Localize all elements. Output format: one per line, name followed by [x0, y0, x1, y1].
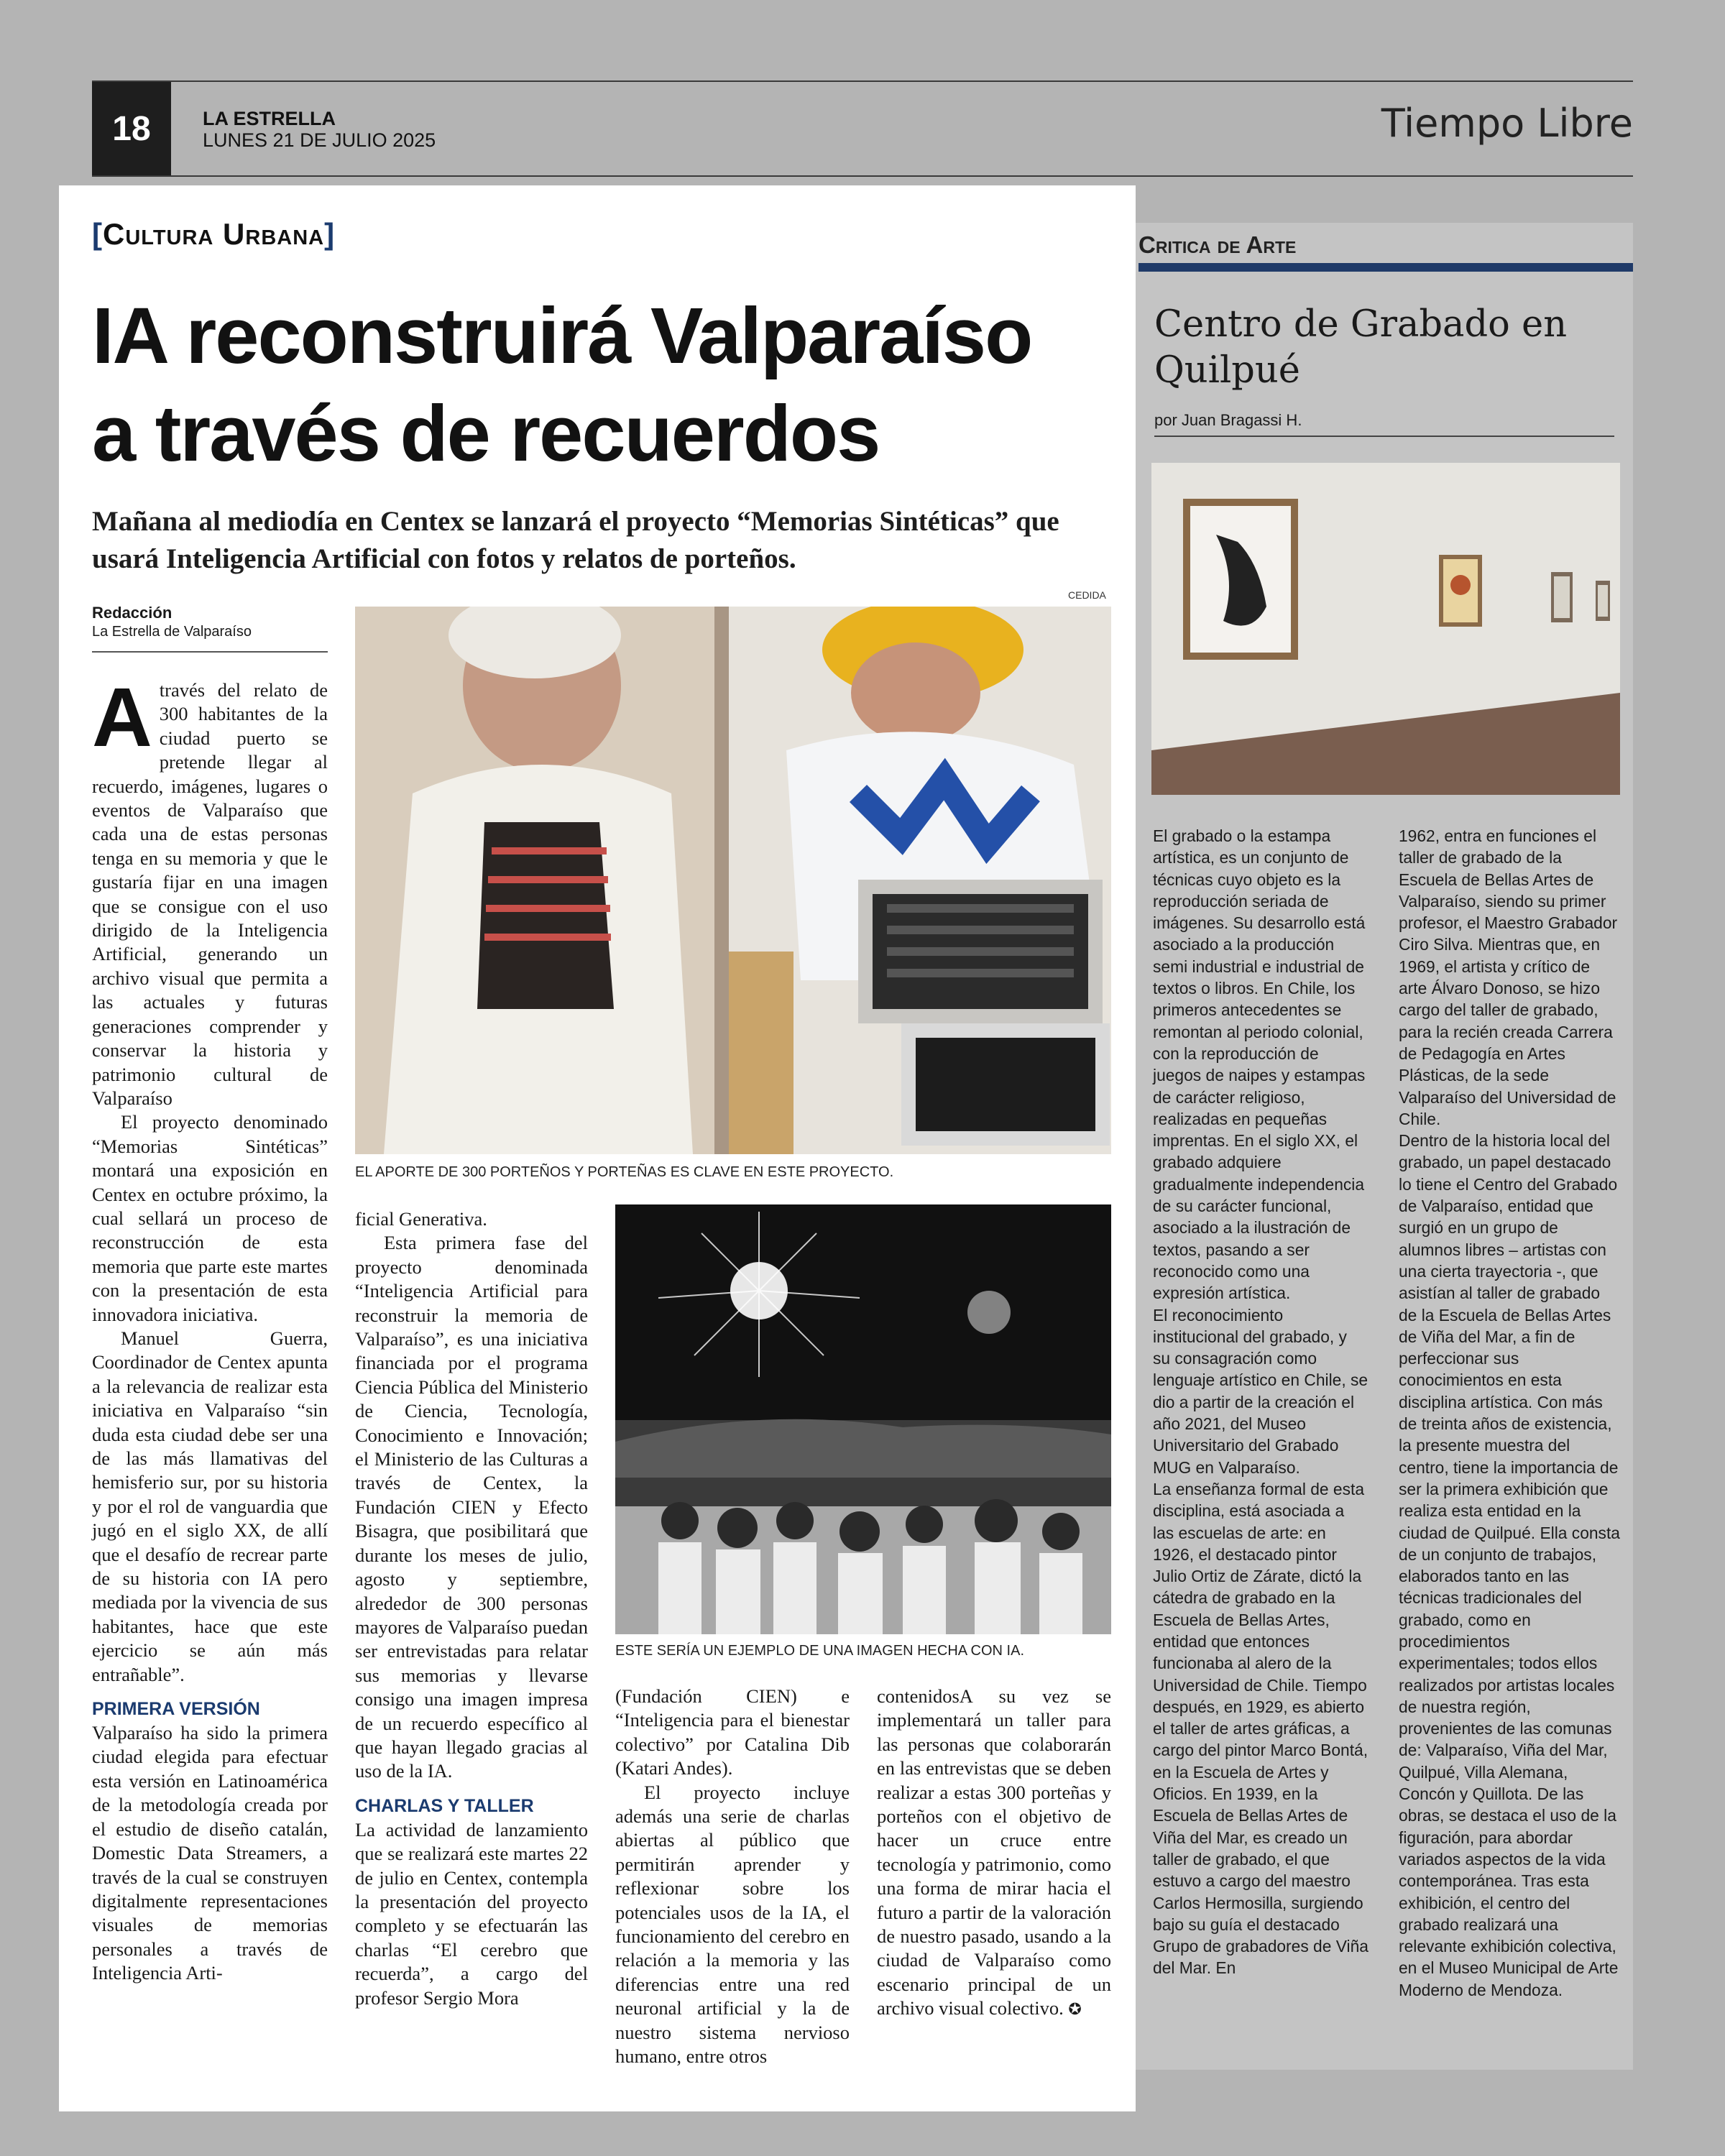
photo-illustration-3	[1151, 463, 1620, 795]
paragraph: El reconocimiento institucional del grabado, y su consagración como lenguaje artístico en Chile, se dio a partir de la creación el año 2021, del Museo Universitario del Grabado MUG en Valparaíso.	[1153, 1305, 1368, 1477]
photo-caption-1: EL APORTE DE 300 PORTEÑOS Y PORTEÑAS ES CLAVE EN ESTE PROYECTO.	[355, 1164, 894, 1180]
paragraph: La enseñanza formal de esta disciplina, está asociada a las escuelas de arte: en 1926, el destacado pintor Julio Ortiz de Zárate, dictó la cátedra de grabado en la Escuela de Bellas Artes, entidad que entonces funcionaba al alero de la Universidad de Chile. Tiempo después, en 1929, es abierto el taller de artes gráficas, a cargo del pintor Marco Bontá, en la Escuela de Artes y Oficios. En 1939, en la Escuela de Bellas Artes de Viña del Mar, es creado un taller de grabado, el que estuvo a cargo del maestro Carlos Hermosilla, surgiendo bajo su guía el destacado Grupo de grabadores de Viña del Mar. En	[1153, 1479, 1368, 1978]
photo-fireworks-ai-image	[615, 1204, 1111, 1634]
review-column-2	[1399, 825, 1620, 2001]
headline-line-2: a través de recuerdos	[92, 390, 880, 478]
page-number: 18	[92, 82, 171, 175]
header-top-rule	[92, 80, 1633, 82]
review-byline-rule	[1154, 436, 1614, 437]
paragraph: 1962, entra en funciones el taller de grabado de la Escuela de Bellas Artes de Valparaíso, siendo su primer profesor, el Maestro Grabador Ciro Silva. Mientras que, en 1969, el artista y crítico de arte Álvaro Donoso, se hizo cargo del taller de grabado, para la recién creada Carrera de Pedagogía en Artes Plásticas, de la sede Valparaíso del Universidad de Chile.	[1399, 826, 1618, 1128]
article-deck: Mañana al mediodía en Centex se lanzará el proyecto “Memorias Sintéticas” que usará Inteligencia Artificial con fotos y relatos de porteños.	[92, 506, 1059, 574]
review-section-rule	[1138, 263, 1633, 272]
subhead-primera-version: PRIMERA VERSIÓN	[92, 1699, 260, 1720]
headline-line-1: IA reconstruirá Valparaíso	[92, 292, 1032, 380]
paragraph: Valparaíso ha sido la primera ciudad elegida para efectuar esta versión en Latinoamérica de la metodología creada por el estudio de diseño catalán, Domestic Data Streamers, a través de la cual se construyen digitalmente representaciones visuales de memorias personales a través de Inteligencia Arti-	[92, 1722, 328, 1984]
paragraph: contenidosA su vez se implementará un taller para las personas que colaborarán en las entrevistas que se deben realizar a estas 300 porteñas y porteños con el objetivo de hacer un cruce entre tecnología y patrimonio, como una forma de mirar hacia el futuro a partir de la valoración de nuestro pasado, usando a la ciudad de Valparaíso como escenario principal de un archivo visual colectivo. ✪	[877, 1685, 1111, 2019]
review-section-label: Critica de Arte	[1138, 231, 1297, 258]
review-title: Centro de Grabado en Quilpué	[1154, 303, 1568, 392]
article-column-4	[877, 1685, 1111, 2022]
paper-name: LA ESTRELLA	[203, 108, 336, 129]
article-column-2	[355, 1207, 588, 2010]
article-column-3	[615, 1685, 850, 2069]
paragraph: (Fundación CIEN) e “Inteligencia para el bienestar colectivo” por Catalina Dib (Katari Andes).	[615, 1685, 850, 1779]
photo-caption-2: ESTE SERÍA UN EJEMPLO DE UNA IMAGEN HECHA CON IA.	[615, 1643, 1025, 1659]
byline-name: Redacción	[92, 604, 172, 622]
article-kicker: [Cultura Urbana]	[92, 217, 336, 251]
issue-date: LUNES 21 DE JULIO 2025	[203, 129, 436, 151]
paragraph: Através del relato de 300 habitantes de la ciudad puerto se pretende llegar al recuerdo, imágenes, lugares o eventos de Valparaíso que cada una de estas personas tenga en su memoria y que le gustaría fijar en una imagen que se consigue con el uso dirigido de la Inteligencia Artificial, generando un archivo visual que permita a las actuales y futuras generaciones comprender y conservar la historia y patrimonio cultural de Valparaíso	[92, 671, 328, 1109]
paragraph: ficial Generativa.	[355, 1208, 487, 1230]
paragraph: El grabado o la estampa artística, es un conjunto de técnicas cuyo objeto es la reproducción seriada de imágenes. Su desarrollo está asociado a la producción semi industrial e industrial de textos o libros. En Chile, los primeros antecedentes se remontan al periodo colonial, con la reproducción de juegos de naipes y estampas de carácter religioso, realizadas en pequeñas imprentas. En el siglo XX, el grabado adquiere gradualmente independencia de su carácter funcional, asociado a la ilustración de textos, pasando a ser reconocido como una expresión artística.	[1153, 826, 1366, 1303]
paragraph: Esta primera fase del proyecto denominada “Inteligencia Artificial para reconstruir la memoria de Valparaíso”, es una iniciativa financiada por el programa Ciencia Pública del Ministerio de Ciencia, Tecnología, Conocimiento e Innovación; el Ministerio de las Culturas a través de Centex, la Fundación CIEN y Efecto Bisagra, que posibilitará que durante los meses de julio, agosto y septiembre, alrededor de 300 personas mayores de Valparaíso puedan ser entrevistadas para relatar sus memorias y llevarse consigo una imagen impresa de un recuerdo específico al que hayan llegado gracias al uso de la IA.	[355, 1232, 588, 1782]
photo-gallery-prints	[1151, 463, 1620, 795]
end-mark-icon: ✪	[1068, 2001, 1082, 2019]
photo-credit: CEDIDA	[1068, 589, 1106, 601]
paragraph: El proyecto incluye además una serie de charlas abiertas al público que permitirán aprender y reflexionar sobre los potenciales usos de la IA, el funcionamiento del cerebro en relación a la memoria y las diferencias entre una red neuronal artificial y la de nuestro sistema nervioso humano, entre otros	[615, 1781, 850, 2068]
paragraph: Manuel Guerra, Coordinador de Centex apunta a la relevancia de realizar esta iniciativa en Valparaíso “sin duda esta ciudad debe ser una de las más llamativas del hemisferio sur, por su historia y por el rol de vanguardia que jugó en el siglo XX, de allí que el desafío de recrear parte de su historia con IA pero mediada por la vivencia de sus habitantes, hace que este ejercicio se aún más entrañable”.	[92, 1327, 328, 1685]
section-name: Tiempo Libre	[1381, 101, 1633, 146]
paragraph: Dentro de la historia local del grabado, un papel destacado lo tiene el Centro del Grabado de Valparaíso, entidad que surgió en un grupo de alumnos libres – artistas con una cierta trayectoria -, que asistían al taller de grabado de la Escuela de Bellas Artes de Viña del Mar, a fin de perfeccionar sus conocimientos en esta disciplina artística. Con más de treinta años de existencia, la presente muestra del centro, tiene la importancia de ser la primera exhibición que realiza esta entidad en la ciudad de Quilpué. Ella consta de un conjunto de trabajos, elaborados tanto en las técnicas tradicionales del grabado, como en procedimientos experimentales; todos ellos realizados por artistas locales de nuestra región, provenientes de las comunas de: Valparaíso, Viña del Mar, Quilpué, Villa Alemana, Concón y Quillota. De las obras, se destaca el uso de la figuración, para abordar variados aspectos de la vida contemporánea. Tras esta exhibición, el centro del grabado realizará una relevante exhibición colectiva, en el Museo Municipal de Arte Moderno de Mendoza.	[1399, 1131, 1620, 1999]
subhead-charlas-y-taller: CHARLAS Y TALLER	[355, 1795, 534, 1816]
review-byline: por Juan Bragassi H.	[1154, 411, 1302, 429]
photo-illustration-2	[615, 1204, 1111, 1634]
header-bottom-rule	[92, 175, 1633, 177]
drop-cap: A	[92, 671, 152, 764]
review-column-1	[1153, 825, 1368, 1979]
byline-rule	[92, 651, 328, 653]
article-column-1	[92, 671, 328, 1986]
photo-illustration	[355, 607, 1111, 1154]
paragraph: La actividad de lanzamiento que se realizará este martes 22 de julio en Centex, contempla la presentación del proyecto completo y se efectuarán las charlas “El cerebro que recuerda”, a cargo del profesor Sergio Mora	[355, 1818, 588, 2009]
article-headline	[92, 287, 1127, 483]
byline-org: La Estrella de Valparaíso	[92, 624, 252, 640]
photo-elderly-woman-with-laptop	[355, 607, 1111, 1154]
paragraph: El proyecto denominado “Memorias Sintéticas” montará una exposición en Centex en octubre próximo, la cual sellará un proceso de reconstrucción de esta memoria que parte este martes con la presentación de esta innovadora iniciativa.	[92, 1111, 328, 1325]
